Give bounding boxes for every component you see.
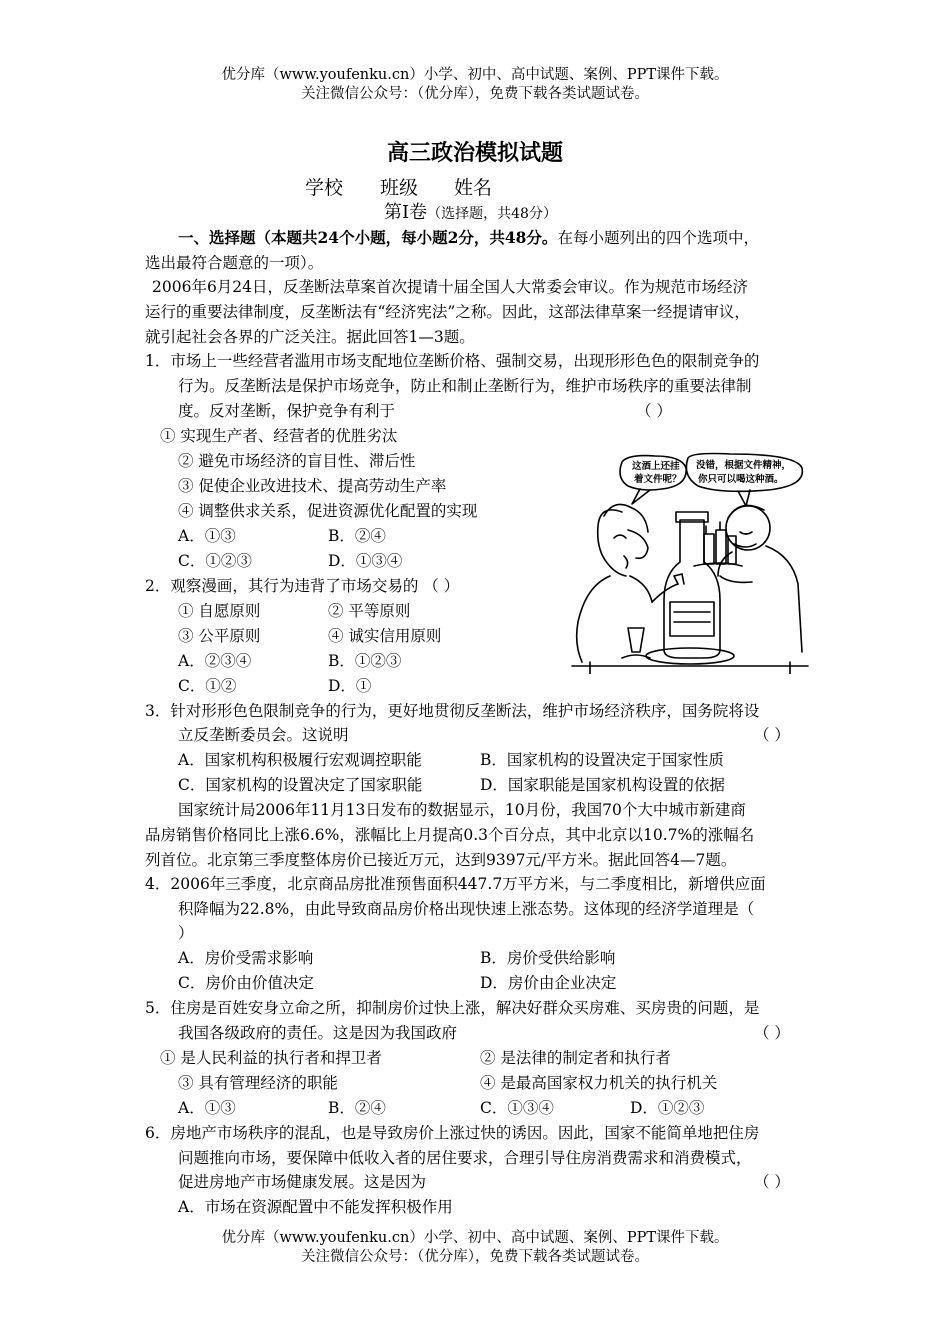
q2-option-d: D．① [328, 677, 372, 695]
q6-line-3: 促进房地产市场健康发展。这是因为 [178, 1173, 427, 1191]
q3-option-d: D．国家职能是国家机构设置的依据 [480, 776, 725, 794]
q5-option-a: A．①③ [178, 1099, 236, 1117]
q5-item-3: ③ 具有管理经济的职能 [178, 1074, 338, 1092]
q5-option-d: D．①②③ [630, 1099, 705, 1117]
section-heading [178, 227, 759, 249]
q5-line-2: 我国各级政府的责任。这是因为我国政府 [178, 1024, 458, 1042]
cartoon-image [570, 452, 810, 674]
name-label: 姓名 [454, 177, 493, 199]
q4-line-2: 积降幅为22.8%，由此导致商品房价格出现快速上涨态势。这体现的经济学道理是（ [178, 900, 755, 918]
cartoon-bubble-left-line2: 着文件呢？ [634, 474, 682, 485]
q2-option-a: A．②③④ [178, 652, 252, 670]
q1-item-3: ③ 促使企业改进技术、提高劳动生产率 [178, 477, 447, 495]
header-line-1: 优分库（www.youfenku.cn）小学、初中、高中试题、案例、PPT课件下载。 [221, 67, 729, 83]
q2-option-b: B．①②③ [328, 652, 402, 670]
q1-item-2: ② 避免市场经济的盲目性、滞后性 [178, 452, 416, 470]
q3-option-b: B．国家机构的设置决定于国家性质 [480, 751, 724, 769]
q1-item-4: ④ 调整供求关系，促进资源优化配置的实现 [178, 502, 478, 520]
q5-answer-bracket: （ ） [754, 1024, 790, 1042]
q2-item-4: ④ 诚实信用原则 [328, 627, 442, 645]
q5-item-4: ④ 是最高国家权力机关的执行机关 [480, 1074, 718, 1092]
intro1-line-2: 运行的重要法律制度，反垄断法有“经济宪法”之称。因此，这部法律草案一经提请审议， [145, 303, 750, 321]
cartoon-bubble-right-line1: 没错，根据文件精神， [696, 460, 792, 471]
class-label: 班级 [380, 177, 419, 199]
intro1-line-1: 2006年6月24日，反垄断法草案首次提请十届全国人大常委会审议。作为规范市场经济 [152, 278, 749, 296]
q3-line-1: 3．针对形形色色限制竞争的行为，更好地贯彻反垄断法，维护市场经济秩序，国务院将设 [145, 702, 760, 720]
q2-item-1: ① 自愿原则 [178, 602, 261, 620]
q6-answer-bracket: （ ） [754, 1173, 790, 1191]
q3-option-a: A．国家机构积极履行宏观调控职能 [178, 751, 422, 769]
intro2-line-2: 品房销售价格同比上涨6.6%，涨幅比上月提高0.3个百分点，其中北京以10.7%的涨幅名 [145, 826, 755, 844]
q4-option-d: D．房价由企业决定 [480, 974, 617, 992]
q6-line-1: 6．房地产市场秩序的混乱，也是导致房价上涨过快的诱因。因此，国家不能简单地把住房 [145, 1124, 760, 1142]
page-title: 高三政治模拟试题 [386, 141, 563, 166]
section-heading-bold: 一、选择题（本题共24个小题，每小题2分，共48分。 [178, 228, 558, 247]
school-label: 学校 [305, 177, 344, 199]
footer-line-1: 优分库（www.youfenku.cn）小学、初中、高中试题、案例、PPT课件下载。 [221, 1230, 729, 1246]
header-line-2: 关注微信公众号：（优分库），免费下载各类试题试卷。 [301, 86, 649, 102]
q1-item-1: ① 实现生产者、经营者的优胜劣汰 [160, 427, 398, 445]
volume-label: 第Ⅰ卷 [384, 202, 428, 223]
q2-item-3: ③ 公平原则 [178, 627, 261, 645]
q1-answer-bracket: （ ） [636, 402, 672, 420]
intro2-line-1: 国家统计局2006年11月13日发布的数据显示，10月份，我国70个大中城市新建商 [178, 801, 746, 819]
q5-option-b: B．②④ [328, 1099, 386, 1117]
cartoon-bubble-right-line2: 你只可以喝这种酒。 [698, 474, 784, 485]
q1-option-b: B．②④ [328, 527, 386, 545]
q4-line-3: ） [178, 924, 194, 942]
intro2-line-3: 列首位。北京第三季度整体房价已接近万元，达到9397元/平方米。据此回答4—7题。 [145, 851, 737, 869]
q5-option-c: C．①③④ [480, 1099, 554, 1117]
volume-note: （选择题，共48分） [427, 206, 557, 222]
q1-option-d: D．①③④ [328, 552, 403, 570]
q4-option-c: C．房价由价值决定 [178, 974, 314, 992]
q6-line-2: 问题推向市场，要保障中低收入者的居住要求，合理引导住房消费需求和消费模式， [178, 1149, 752, 1167]
q3-line-2: 立反垄断委员会。这说明 [178, 726, 349, 744]
section-heading-rest: 在每小题列出的四个选项中， [557, 229, 759, 247]
q1-line-1: 1．市场上一些经营者滥用市场支配地位垄断价格、强制交易，出现形形色色的限制竞争的 [145, 352, 760, 370]
q1-line-3: 度。反对垄断，保护竞争有利于 [178, 402, 396, 420]
q1-option-c: C．①②③ [178, 552, 252, 570]
q1-option-a: A．①③ [178, 527, 236, 545]
q2-option-c: C．①② [178, 677, 237, 695]
q2-stem: 2．观察漫画，其行为违背了市场交易的 （ ） [145, 577, 460, 595]
q3-option-c: C．国家机构的设置决定了国家职能 [178, 776, 423, 794]
volume-heading [384, 202, 557, 225]
q1-line-2: 行为。反垄断法是保护市场竞争，防止和制止垄断行为，维护市场秩序的重要法律制 [178, 377, 752, 395]
cartoon-bubble-left-line1: 这酒上还挂 [632, 461, 680, 472]
q4-option-b: B．房价受供给影响 [480, 949, 616, 967]
q4-line-1: 4．2006年三季度，北京商品房批准预售面积447.7万平方米，与二季度相比，新增供应面 [145, 875, 766, 893]
q5-item-1: ① 是人民利益的执行者和捍卫者 [160, 1049, 382, 1067]
q5-line-1: 5．住房是百姓安身立命之所，抑制房价过快上涨，解决好群众买房难、买房贵的问题，是 [145, 999, 760, 1017]
section-heading-line2: 选出最符合题意的一项）。 [145, 254, 324, 272]
q5-item-2: ② 是法律的制定者和执行者 [480, 1049, 671, 1067]
q6-option-a: A．市场在资源配置中不能发挥积极作用 [178, 1198, 453, 1216]
footer-line-2: 关注微信公众号：（优分库），免费下载各类试题试卷。 [301, 1249, 649, 1265]
q3-answer-bracket: （ ） [754, 726, 790, 744]
q4-option-a: A．房价受需求影响 [178, 949, 314, 967]
q2-item-2: ② 平等原则 [328, 602, 411, 620]
intro1-line-3: 就引起社会各界的广泛关注。据此回答1—3题。 [145, 328, 475, 346]
